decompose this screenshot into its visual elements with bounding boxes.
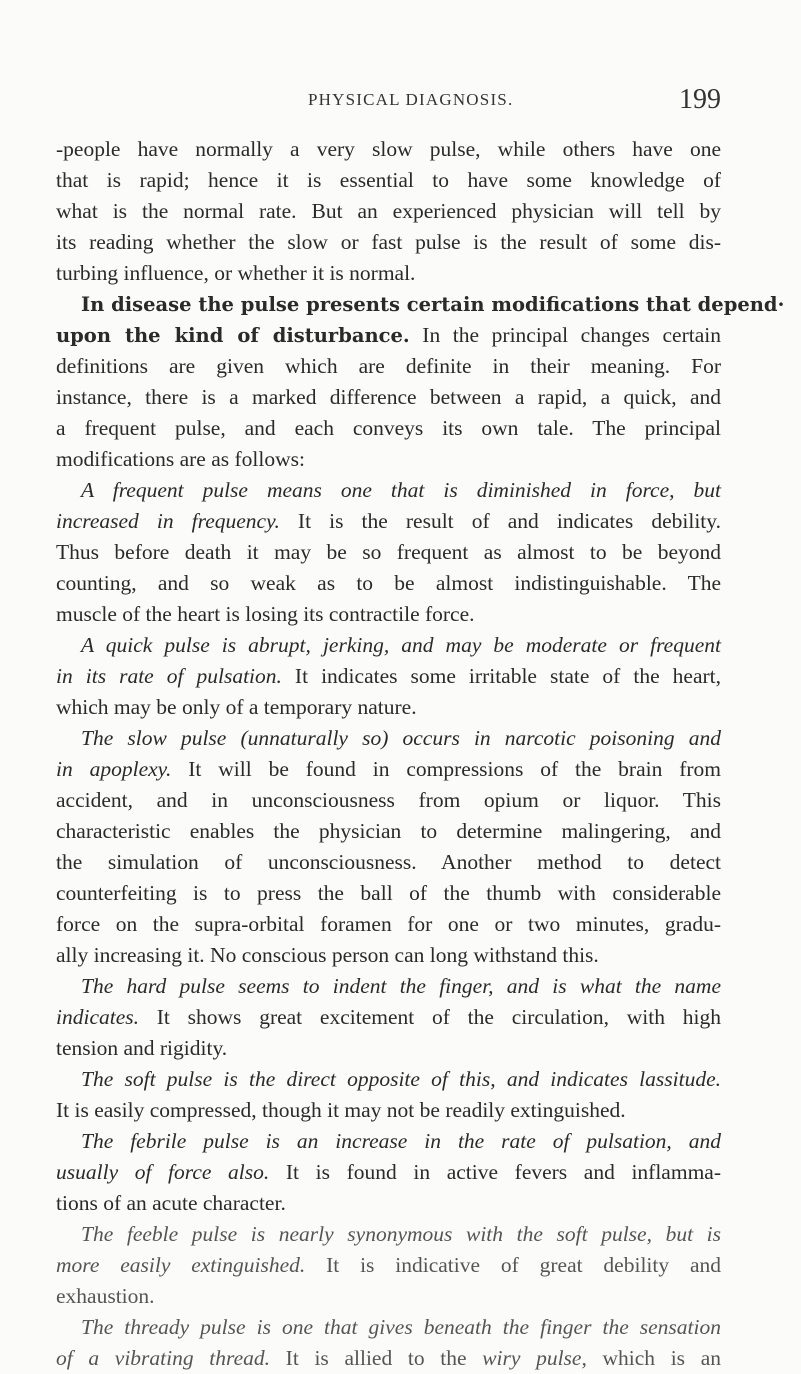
text-line — [56, 506, 721, 537]
text-line — [56, 1002, 721, 1033]
bold-text: upon the kind of disturbance. — [56, 324, 410, 347]
text-segment: definitions are given which are definite in their meaning. For — [56, 354, 721, 378]
italic-text: The thready pulse is one that gives beneath the finger the sensation — [81, 1315, 721, 1339]
italic-text: wiry pulse, — [482, 1346, 587, 1370]
italic-text: in apoplexy. — [56, 757, 172, 781]
text-line — [56, 1126, 721, 1157]
text-line — [56, 661, 721, 692]
text-segment: a frequent pulse, and each conveys its own tale. The principal — [56, 416, 721, 440]
text-line — [56, 909, 721, 940]
text-segment: characteristic enables the physician to determine malingering, and — [56, 819, 721, 843]
italic-text: increased in frequency. — [56, 509, 280, 533]
text-segment: counting, and so weak as to be almost indistinguishable. The — [56, 571, 721, 595]
text-line — [56, 1157, 721, 1188]
text-segment: -people have normally a very slow pulse, while others have one — [56, 137, 721, 161]
body-text — [56, 134, 785, 1374]
text-line — [56, 196, 721, 227]
running-head: PHYSICAL DIAGNOSIS. — [308, 90, 514, 109]
text-line — [56, 1343, 721, 1374]
text-segment: counterfeiting is to press the ball of the thumb with considerable — [56, 881, 721, 905]
text-segment: that is rapid; hence it is essential to have some knowledge of — [56, 168, 721, 192]
text-segment: tension and rigidity. — [56, 1036, 228, 1060]
text-segment: exhaustion. — [56, 1284, 155, 1308]
page-header — [56, 84, 721, 128]
text-line — [56, 599, 721, 630]
italic-text: The soft pulse is the direct opposite of this, and indicates lassitude. — [81, 1067, 721, 1091]
text-segment: It is indicative of great debility and — [305, 1253, 721, 1277]
text-segment: the simulation of unconsciousness. Another method to detect — [56, 850, 721, 874]
italic-text: in its rate of pulsation. — [56, 664, 282, 688]
text-line — [56, 816, 721, 847]
bold-text: In disease the pulse presents certain modifications that depend· — [81, 293, 785, 316]
text-segment: It is allied to the — [270, 1346, 483, 1370]
text-segment: It is easily compressed, though it may not be readily extinguished. — [56, 1098, 626, 1122]
text-line — [56, 320, 721, 351]
text-segment: In the principal changes certain — [409, 323, 721, 347]
text-line — [56, 1033, 721, 1064]
text-line — [56, 413, 721, 444]
text-segment: tions of an acute character. — [56, 1191, 286, 1215]
text-line — [56, 1250, 721, 1281]
text-line — [56, 1281, 721, 1312]
text-line — [56, 692, 721, 723]
text-line — [56, 258, 721, 289]
italic-text: more easily extinguished. — [56, 1253, 306, 1277]
text-segment: It indicates some irritable state of the heart, — [281, 664, 721, 688]
text-line — [56, 1064, 721, 1095]
italic-text: of a vibrating thread. — [56, 1346, 270, 1370]
text-segment: instance, there is a marked difference between a rapid, a quick, and — [56, 385, 721, 409]
text-segment: accident, and in unconsciousness from opium or liquor. This — [56, 788, 721, 812]
text-line — [56, 568, 721, 599]
page-number: 199 — [679, 84, 721, 115]
text-line — [56, 227, 721, 258]
text-line — [56, 878, 721, 909]
text-line — [56, 723, 721, 754]
text-segment: what is the normal rate. But an experienced physician will tell by — [56, 199, 721, 223]
text-line — [56, 785, 721, 816]
italic-text: The febrile pulse is an increase in the rate of pulsation, and — [81, 1129, 721, 1153]
text-line — [56, 289, 785, 320]
text-line — [56, 754, 721, 785]
text-segment: Thus before death it may be so frequent as almost to be beyond — [56, 540, 721, 564]
text-segment: turbing influence, or whether it is normal. — [56, 261, 416, 285]
text-segment: It will be found in compressions of the brain from — [171, 757, 721, 781]
text-segment: It is found in active fevers and inflamma- — [269, 1160, 721, 1184]
italic-text: A frequent pulse means one that is diminished in force, but — [81, 478, 721, 502]
text-line — [56, 971, 721, 1002]
text-line — [56, 165, 721, 196]
italic-text: The slow pulse (unnaturally so) occurs in narcotic poisoning and — [81, 726, 721, 750]
text-line — [56, 444, 721, 475]
text-line — [56, 351, 721, 382]
text-segment: force on the supra-orbital foramen for one or two minutes, gradu- — [56, 912, 721, 936]
text-segment: ally increasing it. No conscious person can long withstand this. — [56, 943, 599, 967]
text-line — [56, 475, 721, 506]
text-segment: muscle of the heart is losing its contractile force. — [56, 602, 475, 626]
text-line — [56, 134, 721, 165]
text-segment: It is the result of and indicates debility. — [279, 509, 721, 533]
text-line — [56, 537, 721, 568]
text-line — [56, 382, 721, 413]
text-line — [56, 1188, 721, 1219]
italic-text: indicates. — [56, 1005, 139, 1029]
text-line — [56, 1219, 721, 1250]
italic-text: usually of force also. — [56, 1160, 270, 1184]
italic-text: The hard pulse seems to indent the finger, and is what the name — [81, 974, 721, 998]
italic-text: The feeble pulse is nearly synonymous with the soft pulse, but is — [81, 1222, 721, 1246]
text-segment: which is an — [586, 1346, 722, 1370]
text-line — [56, 847, 721, 878]
text-line — [56, 1312, 721, 1343]
text-segment: its reading whether the slow or fast pulse is the result of some dis- — [56, 230, 721, 254]
text-line — [56, 1095, 721, 1126]
text-line — [56, 940, 721, 971]
italic-text: A quick pulse is abrupt, jerking, and may be moderate or frequent — [81, 633, 721, 657]
text-segment: modifications are as follows: — [56, 447, 305, 471]
text-segment: which may be only of a temporary nature. — [56, 695, 417, 719]
text-segment: It shows great excitement of the circulation, with high — [139, 1005, 721, 1029]
text-line — [56, 630, 721, 661]
